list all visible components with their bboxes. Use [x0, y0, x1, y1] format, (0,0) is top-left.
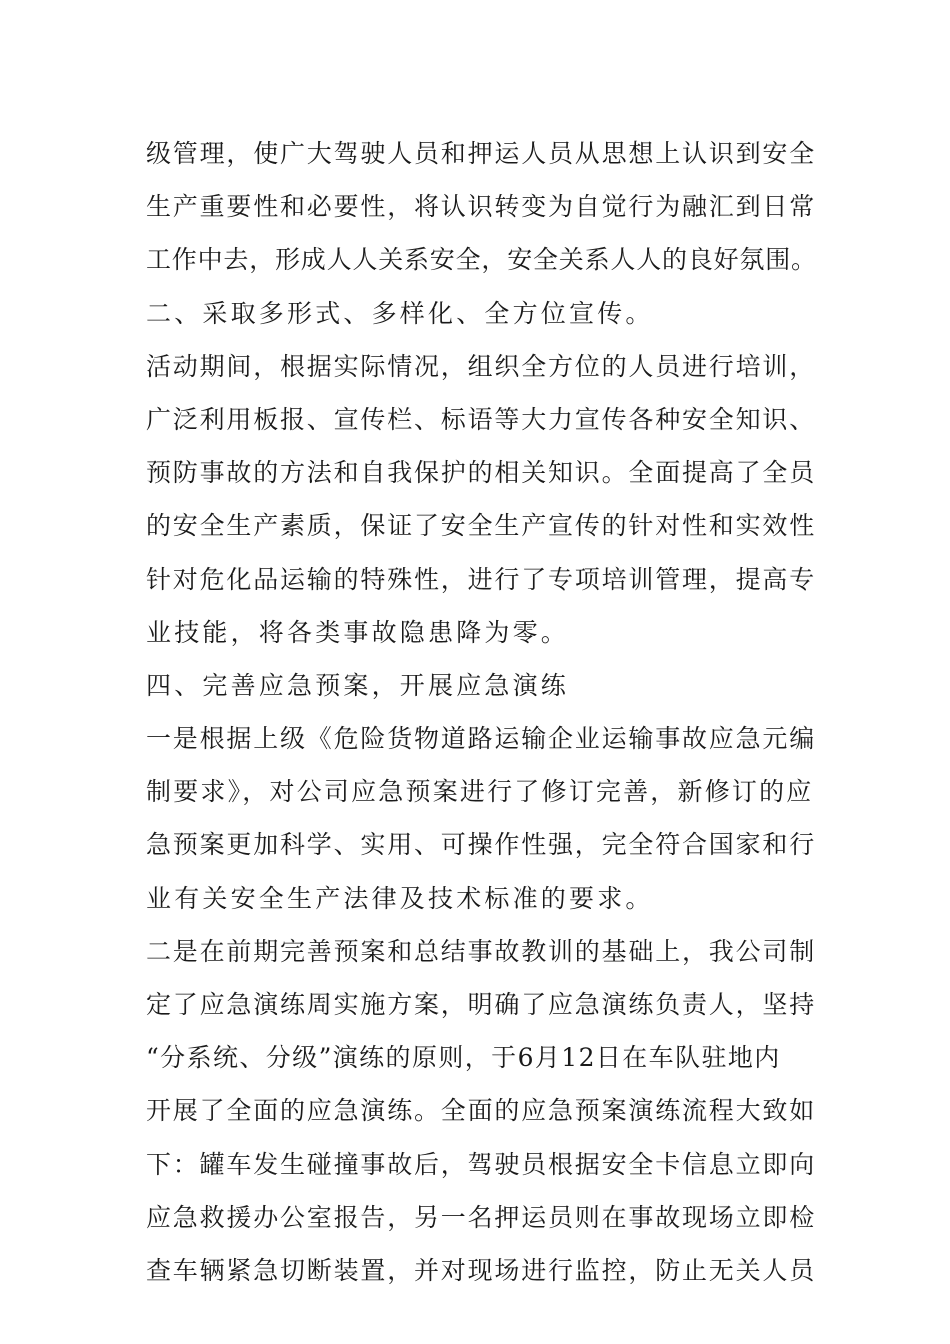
body-text: [146, 127, 816, 1297]
text-line: 预防事故的方法和自我保护的相关知识。全面提高了全员: [146, 458, 817, 488]
text-line: 工作中去，形成人人关系安全，安全关系人人的良好氛围。: [146, 245, 817, 275]
text-line: 开展了全面的应急演练。全面的应急预案演练流程大致如: [146, 1096, 817, 1126]
text-line: 业技能，将各类事故隐患降为零。: [146, 617, 570, 647]
section-heading: 四、完善应急预案，开展应急演练: [146, 670, 570, 700]
text-line: 应急救援办公室报告，另一名押运员则在事故现场立即检: [146, 1202, 817, 1232]
text-line: 一是根据上级《危险货物道路运输企业运输事故应急元编: [146, 724, 817, 754]
text-line: 生产重要性和必要性，将认识转变为自觉行为融汇到日常: [146, 192, 817, 222]
text-line: 级管理，使广大驾驶人员和押运人员从思想上认识到安全: [146, 139, 817, 168]
text-line: 查车辆紧急切断装置，并对现场进行监控，防止无关人员: [146, 1255, 817, 1285]
text-line: 制要求》，对公司应急预案进行了修订完善，新修订的应: [146, 777, 814, 807]
text-line: 急预案更加科学、实用、可操作性强，完全符合国家和行: [146, 830, 817, 860]
section-heading: 二、采取多形式、多样化、全方位宣传。: [146, 298, 654, 328]
text-line: 的安全生产素质，保证了安全生产宣传的针对性和实效性: [146, 511, 817, 541]
text-line: 定了应急演练周实施方案，明确了应急演练负责人，坚持: [146, 990, 817, 1019]
text-line: 二是在前期完善预案和总结事故教训的基础上，我公司制: [146, 936, 817, 966]
text-line: 下：罐车发生碰撞事故后，驾驶员根据安全卡信息立即向: [146, 1149, 817, 1179]
text-line: 业有关安全生产法律及技术标准的要求。: [146, 883, 654, 913]
text-line: 广泛利用板报、宣传栏、标语等大力宣传各种安全知识、: [146, 404, 817, 434]
text-line: 活动期间，根据实际情况，组织全方位的人员进行培训，: [146, 351, 817, 381]
text-line: “分系统、分级”演练的原则，于6月12日在车队驻地内: [146, 1043, 781, 1073]
text-line: 针对危化品运输的特殊性，进行了专项培训管理，提高专: [146, 564, 817, 594]
